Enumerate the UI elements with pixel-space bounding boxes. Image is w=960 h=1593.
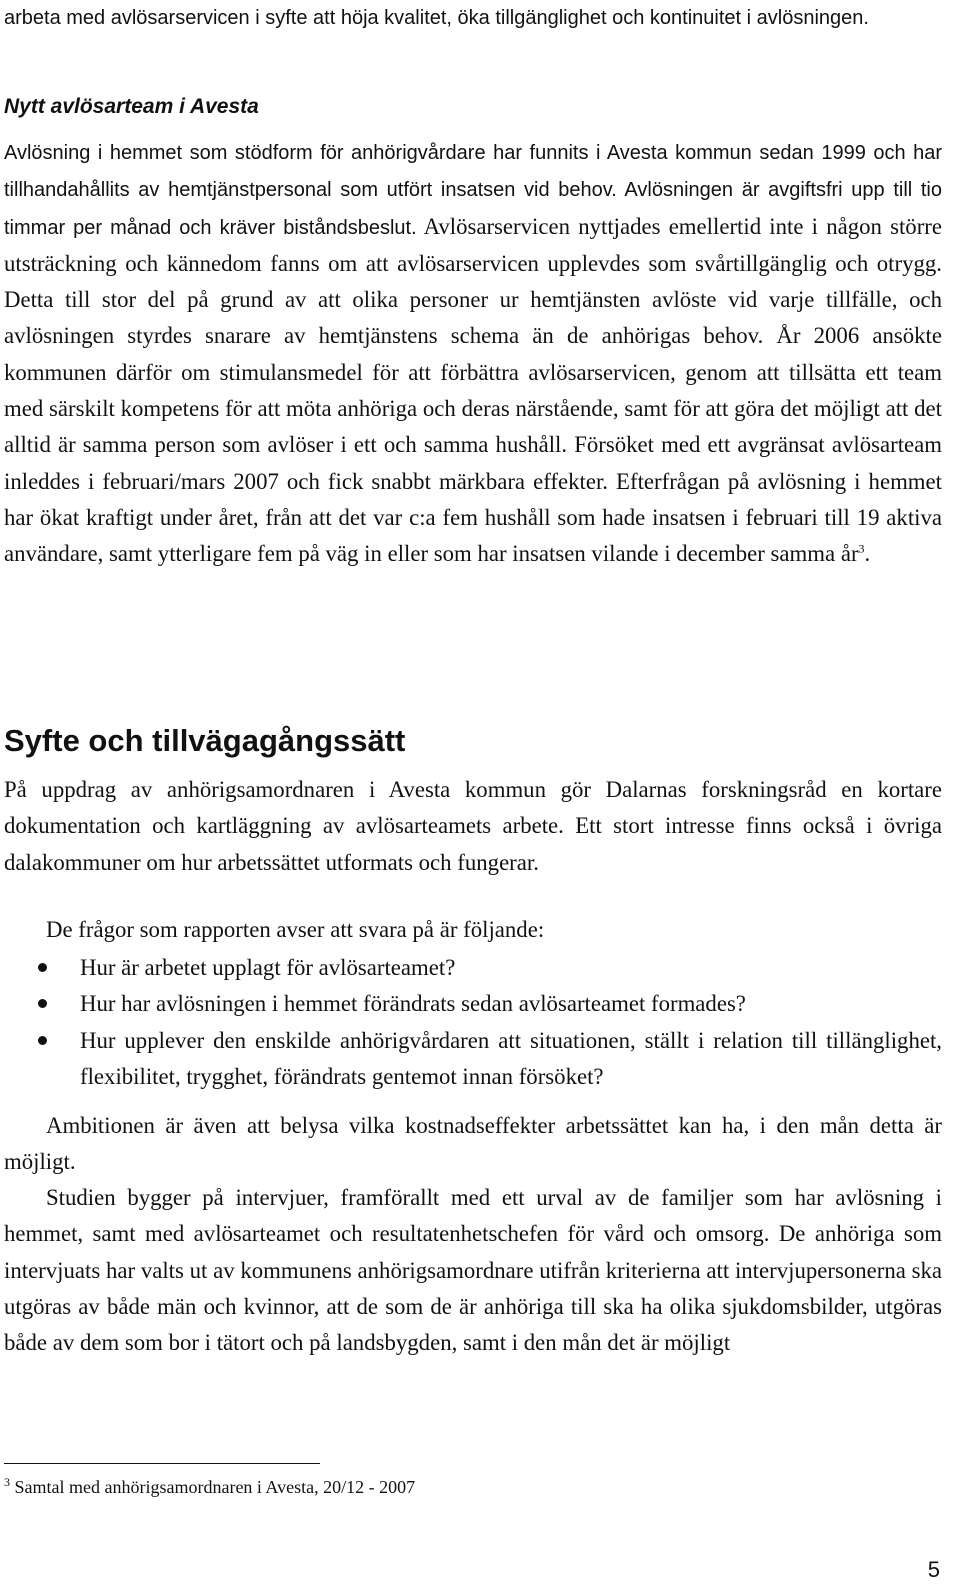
- section-heading-syfte: Syfte och tillvägagångssätt: [4, 723, 406, 758]
- bullet-icon: [38, 963, 47, 972]
- section2-paragraph-1: På uppdrag av anhörigsamordnaren i Avesta kommun gör Dalarnas forskningsråd en kortare dokumentation och kartläggning av avlösarteamets arbete. Ett stort intresse finns också i övriga dalakommuner om hur arbetssättet utformats och fungerar.: [4, 777, 942, 875]
- section2-paragraph-2: De frågor som rapporten avser att svara på är följande:: [46, 917, 545, 942]
- footnote-divider: [4, 1463, 320, 1464]
- footnote: [4, 1474, 415, 1500]
- section1-lead-text: Avlösning i hemmet som stödform för anhörigvårdare har funnits i Avesta kommun sedan 1999 och har tillhandahållits av hemtjänstpersonal som utfört insatsen vid behov. Avlösningen är avgiftsfri upp till tio timmar per månad och kräver biståndsbeslut.: [4, 142, 942, 239]
- section1-body-text: Avlösarservicen nyttjades emellertid inte i någon större utsträckning och kännedom fanns om att avlösarservicen upplevdes som svårtillgänglig och otrygg. Detta till stor del på grund av att olika personer ur hemtjänsten avlöste vid varje tillfälle, och avlösningen styrdes snarare av hemtjänstens schema än de anhörigas behov. År 2006 ansökte kommunen därför om stimulansmedel för att förbättra avlösarservicen, genom att tillsätta ett team med särskilt kompetens för att möta anhöriga och deras närstående, samt för att göra det möjligt att det alltid är samma person som avlöser i ett och samma hushåll. Försöket med ett avgränsat avlösarteam inleddes i februari/mars 2007 och fick snabbt märkbara effekter. Efterfrågan på avlösning i hemmet har ökat kraftigt under året, från att det var c:a fem hushåll som hade insatsen i februari till 19 aktiva användare, samt ytterligare fem på väg in eller som har insatsen vilande i december samma år: [4, 213, 942, 567]
- question-text: Hur är arbetet upplagt för avlösarteamet?: [80, 955, 456, 980]
- questions-list: [4, 950, 942, 1095]
- question-text: Hur upplever den enskilde anhörigvårdaren att situationen, ställt i relation till tillänglighet, flexibilitet, trygghet, förändrats gentemot innan försöket?: [80, 1027, 942, 1089]
- footnote-text: Samtal med anhörigsamordnaren i Avesta, 20/12 - 2007: [10, 1477, 416, 1497]
- list-item: [4, 986, 942, 1022]
- footnote-reference: 3: [858, 541, 865, 556]
- page-number: 5: [927, 1557, 940, 1582]
- footnote-number: 3: [4, 1475, 10, 1489]
- section-heading-avlosarteam: Nytt avlösarteam i Avesta: [4, 95, 259, 118]
- section2-paragraph-4: Studien bygger på intervjuer, framförallt med ett urval av de familjer som har avlösning i hemmet, samt med avlösarteamet och resultatenhetschefen för vård och omsorg. De anhöriga som intervjuats har valts ut av kommunens anhörigsamordnare utifrån kriterierna att intervjupersonerna ska utgöras av både män och kvinnor, att de som de är anhöriga till ska ha olika sjukdomsbilder, utgöras både av dem som bor i tätort och på landsbygden, samt i den mån det är möjligt: [4, 1185, 942, 1356]
- list-item: [4, 1023, 942, 1096]
- list-item: [4, 950, 942, 986]
- question-text: Hur har avlösningen i hemmet förändrats sedan avlösarteamet formades?: [80, 991, 746, 1017]
- section1-end: .: [864, 541, 871, 567]
- section2-paragraph-3: Ambitionen är även att belysa vilka kostnadseffekter arbetssättet kan ha, i den mån detta är möjligt.: [4, 1113, 942, 1175]
- bullet-icon: [38, 1036, 47, 1045]
- section1-paragraph: [4, 134, 942, 664]
- intro-paragraph-tail: arbeta med avlösarservicen i syfte att höja kvalitet, öka tillgänglighet och kontinuitet i avlösningen.: [4, 7, 869, 29]
- bullet-icon: [38, 999, 47, 1008]
